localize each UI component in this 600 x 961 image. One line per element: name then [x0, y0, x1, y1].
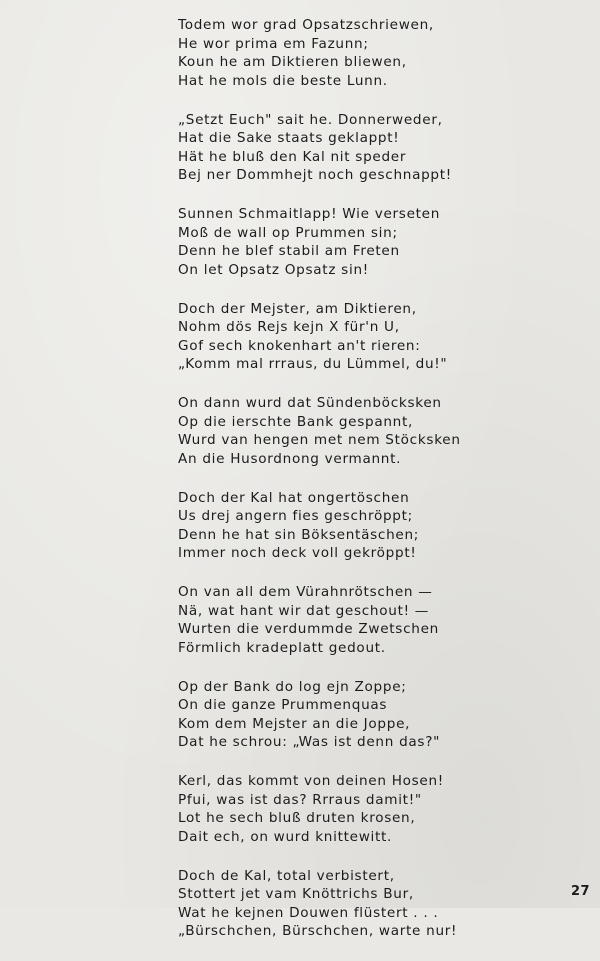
poem-line: Lot he sech bluß druten krosen,: [178, 810, 416, 826]
poem-line: Bej ner Dommhejt noch geschnappt!: [178, 167, 452, 183]
poem-line: „Setzt Euch" sait he. Donnerweder,: [178, 111, 443, 128]
stanza-7: [178, 583, 468, 657]
stanza-4: [178, 300, 468, 374]
poem-line: Dat he schrou: „Was ist denn das?": [178, 734, 441, 750]
stanza-5: [178, 394, 468, 468]
poem-line: Koun he am Diktieren bliewen,: [178, 54, 407, 70]
stanza-8: [178, 678, 468, 752]
poem-line: „Komm mal rrraus, du Lümmel, du!": [178, 356, 448, 372]
poem-line: Op der Bank do log ejn Zoppe;: [178, 678, 407, 695]
poem-line: Denn he hat sin Böksentäschen;: [178, 526, 420, 543]
poem-line: Kerl, das kommt von deinen Hosen!: [178, 773, 444, 789]
page-number: 27: [571, 884, 591, 899]
stanza-3: [178, 205, 468, 279]
poem-line: Wat he kejnen Douwen flüstert . . .: [178, 904, 439, 921]
poem-line: Sunnen Schmaitlapp! Wie verseten: [178, 206, 441, 222]
poem-line: On die ganze Prummenquas: [178, 697, 388, 713]
stanza-6: [178, 489, 468, 563]
poem-line: On van all dem Vürahnrötschen —: [178, 584, 433, 600]
poem-line: Denn he blef stabil am Freten: [178, 243, 400, 259]
poem-line: On dann wurd dat Sündenböcksken: [178, 395, 442, 411]
poem-line: „Bürschchen, Bürschchen, warte nur!: [178, 923, 458, 939]
poem-line: Moß de wall op Prummen sin;: [178, 224, 398, 241]
poem-line: Nohm dös Rejs kejn X für'n U,: [178, 319, 400, 335]
poem-line: Op die ierschte Bank gespannt,: [178, 413, 414, 430]
poem-line: Wurten die verdummde Zwetschen: [178, 621, 439, 637]
poem-line: He wor prima em Fazunn;: [178, 35, 369, 52]
poem-line: Wurd van hengen met nem Stöcksken: [178, 432, 461, 448]
poem-line: Pfui, was ist das? Rrraus damit!": [178, 791, 422, 808]
poem-line: Hat he mols die beste Lunn.: [178, 72, 388, 89]
stanza-1: [178, 16, 468, 90]
poem: [178, 16, 468, 961]
poem-line: Us drej angern fies geschröppt;: [178, 508, 413, 524]
poem-line: Doch der Kal hat ongertöschen: [178, 489, 410, 506]
stanza-9: [178, 772, 468, 846]
poem-line: Dait ech, on wurd knittewitt.: [178, 828, 393, 845]
poem-line: Hat die Sake staats geklappt!: [178, 130, 400, 146]
poem-line: An die Husordnong vermannt.: [178, 450, 402, 467]
poem-line: Gof sech knokenhart an't rieren:: [178, 337, 421, 354]
poem-line: Nä, wat hant wir dat geschout! —: [178, 602, 430, 619]
stanza-2: [178, 111, 468, 185]
poem-line: Doch de Kal, total verbistert,: [178, 867, 395, 884]
poem-line: On let Opsatz Opsatz sin!: [178, 261, 369, 278]
poem-line: Todem wor grad Opsatzschriewen,: [178, 17, 434, 33]
poem-line: Förmlich kradeplatt gedout.: [178, 639, 386, 656]
poem-line: Stottert jet vam Knöttrichs Bur,: [178, 886, 414, 902]
stanza-10: [178, 867, 468, 941]
poem-line: Hät he bluß den Kal nit speder: [178, 148, 407, 165]
poem-line: Kom dem Mejster an die Joppe,: [178, 715, 411, 732]
poem-line: Immer noch deck voll gekröppt!: [178, 545, 417, 561]
poem-line: Doch der Mejster, am Diktieren,: [178, 300, 417, 317]
